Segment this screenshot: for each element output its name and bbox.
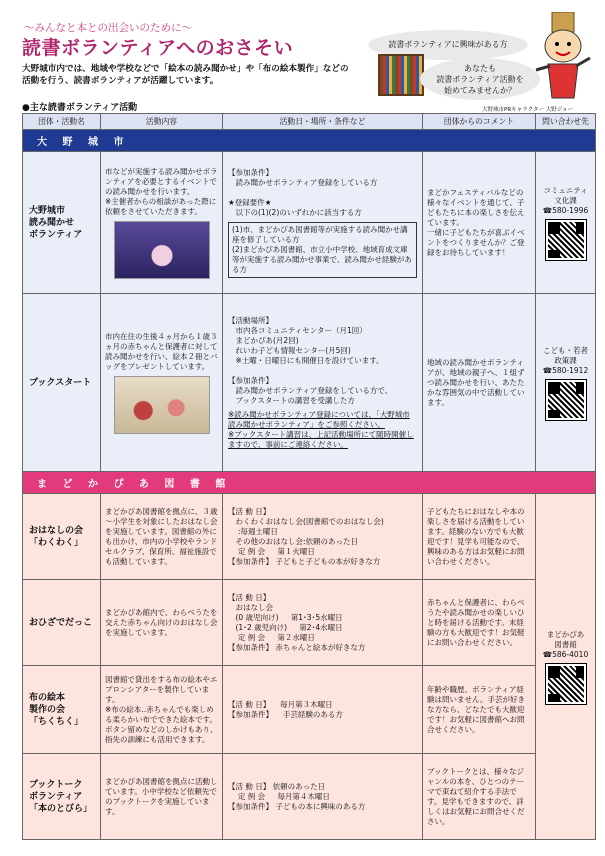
speech-bubble-invite: あなたも 読書ボランティア活動を 始めてみませんか？ xyxy=(420,58,540,100)
table-row xyxy=(23,494,596,580)
section-band-city xyxy=(23,130,596,152)
table-row xyxy=(23,754,596,840)
activity-conditions xyxy=(223,152,423,294)
speech-bubble-question: 読書ボランティアに興味がある方 xyxy=(368,30,528,60)
activity-content: まどかぴあ図書館を拠点に、３歳～小学生を対象にしたおはなし会を実施しています。図書館の外にも出かけ、市内の小学校やランドセルクラブ、保育所、福祉施設でも活動しています。 xyxy=(101,494,223,580)
storytelling-photo xyxy=(114,221,210,279)
bookshelf-photo xyxy=(378,54,424,96)
group-comment: 地域の読み聞かせボランティアが、地域の親子へ、１組ずつ読み聞かせを行い、あたたかな雰囲気の中で活動しています。 xyxy=(423,294,536,472)
table-row xyxy=(23,666,596,754)
bookstart-photo xyxy=(114,376,210,434)
section-band-library xyxy=(23,472,596,494)
group-name: 布の絵本 製作の会 「ちくちく」 xyxy=(23,666,101,754)
table-row xyxy=(23,152,596,294)
qr-code-icon[interactable] xyxy=(546,664,586,704)
qr-code-icon[interactable] xyxy=(546,380,586,420)
activity-content xyxy=(101,152,223,294)
activity-conditions: 【活 動 日】 おはなし会 (0 歳児向け) 第1･3･5水曜日 (1･2 歳児向け) 第2･4水曜日 定 例 会 第２水曜日 【参加条件】 赤ちゃんと絵本が好きな方 xyxy=(223,580,423,666)
group-name: 大野城市 読み聞かせ ボランティア xyxy=(23,152,101,294)
header-cell: 活動内容 xyxy=(101,114,223,130)
table-header-row xyxy=(23,114,596,130)
activity-conditions: 【活 動 日】 毎月第３木曜日 【参加条件】 手芸経験のある方 xyxy=(223,666,423,754)
group-comment: ブックトークとは、様々なジャンルの本を、ひとつのテーマで束ねて紹介する手法です。見学もできますので、詳しくはお気軽にお問合せください。 xyxy=(423,754,536,840)
intro-text: 大野城市内では、地域や学校などで「絵本の読み聞かせ」や「布の絵本製作」などの活動を行う、読書ボランティアが活躍しています。 xyxy=(22,64,349,86)
section-label: ●主な読書ボランティア活動 xyxy=(22,103,138,113)
group-comment: 年齢や職歴、ボランティア経験は問いません。手芸が好きな方なら、どなたでも大歓迎です！お気軽に図書館へお問合せください。 xyxy=(423,666,536,754)
content-text: 市内在住の生後４ヵ月から１歳３ヵ月の赤ちゃんと保護者に対して読み聞かせを行い、絵本２冊とバッグをプレゼントしています。 xyxy=(105,331,218,371)
group-comment: 子どもたちにおはなしや本の楽しさを届ける活動をしています。経験のない方でも大歓迎です！見学も可能なので、興味のある方はお気軽にお問い合わせください。 xyxy=(423,494,536,580)
table-row xyxy=(23,580,596,666)
conditions-text: 【活動場所】 市内各コミュニティセンター（月1回） まどかぴあ(月2回) れいわ子ども情報センター(月5回) ※土曜・日曜日にも開催日を設けています。 【参加条件】 読み聞かせボランティア登録をしている方で、 ブックスタートの講習を受講した方 xyxy=(228,315,393,405)
registration-note: ※読み聞かせボランティア登録については、「大野城市読み聞かせボランティア」をご参照ください。 ※ブックスタート講習は、上記活動場所にて随時開催しますので、事前にご連絡ください。 xyxy=(228,409,414,449)
group-name: おはなしの会 「わくわく」 xyxy=(23,494,101,580)
contact-text: まどかぴあ 図書館 ☎586-4010 xyxy=(542,629,589,659)
header-cell: 問い合わせ先 xyxy=(536,114,596,130)
header-cell: 団体からのコメント xyxy=(423,114,536,130)
contact-cell xyxy=(536,152,596,294)
activity-content: まどかぴあ館内で、わらべうたを交えた赤ちゃん向けのおはなし会を実施しています。 xyxy=(101,580,223,666)
page-title: 読書ボランティアへのおさそい xyxy=(22,37,294,59)
activity-content: まどかぴあ図書館を拠点に活動しています。小中学校など依頼先でのブックトークを実施しています。 xyxy=(101,754,223,840)
activity-conditions xyxy=(223,294,423,472)
activity-content: 図書館で貸出をする布の絵本やエプロンシアターを製作しています。 ※布の絵本‥赤ちゃんでも楽しめる柔らかい布でできた絵本です。ボタン留めなどのしかけもあり、指先の訓練にも活用できます。 xyxy=(101,666,223,754)
group-name: ブックトーク ボランティア 「本のとびら」 xyxy=(23,754,101,840)
group-name: おひざでだっこ xyxy=(23,580,101,666)
qr-code-icon[interactable] xyxy=(546,220,586,260)
contact-cell xyxy=(536,294,596,472)
contact-text: こども・若者 政策課 ☎580-1912 xyxy=(542,345,589,375)
registration-requirements-box: (1)市、まどかぴあ図書館等が実施する読み聞かせ講座を修了している方 (2)まどかぴあ図書館、市立小中学校、地域育成文庫等が実施する読み聞かせ事業で、読み聞かせ経験がある方 xyxy=(228,222,417,278)
conditions-text: 【参加条件】 読み聞かせボランティア登録をしている方 ★登録要件★ 以下の(1)(2)のいずれかに該当する方 xyxy=(228,167,378,217)
table-row xyxy=(23,294,596,472)
group-comment: 赤ちゃんと保護者に、わらべうたや読み聞かせの楽しいひと時を届ける活動です。未経験の方も大歓迎です！お気軽にお問い合わせください。 xyxy=(423,580,536,666)
activity-conditions: 【活 動 日】 わくわくおはなし会(図書館でのおはなし会) :毎週土曜日 その他のおはなし会:依頼のあった日 定 例 会 第１火曜日 【参加条件】 子どもと子どもの本が好きな方 xyxy=(223,494,423,580)
content-text: 市などが実施する読み聞かせボランティアを必要とするイベントでの読み聞かせを行います。 ※主催者からの相談があった際に依頼をさせていただきます。 xyxy=(105,166,218,216)
mascot-character-icon xyxy=(530,12,596,104)
section-band-label: 大 野 城 市 xyxy=(23,130,596,152)
header-cell: 団体・活動名 xyxy=(23,114,101,130)
activity-conditions: 【活 動 日】 依頼のあった日 定 例 会 毎月第４木曜日 【参加条件】 子どもの本に興味のある方 xyxy=(223,754,423,840)
section-band-label: ま ど か ぴ あ 図 書 館 xyxy=(23,472,596,494)
header-cell: 活動日・場所・条件など xyxy=(223,114,423,130)
mascot-caption: 大野城市PRキャラクター 大野ジョー xyxy=(482,107,574,113)
group-comment: まどかフェスティバルなどの様々なイベントを通じて、子どもたちに本の楽しさを伝えています。 一緒に子どもたちが喜ぶイベントをつくりませんか？ご登録をお待ちしています！ xyxy=(423,152,536,294)
contact-cell xyxy=(536,494,596,840)
subtitle: ～みんなと本との出会いのために～ xyxy=(24,22,192,34)
activity-table xyxy=(22,113,596,840)
contact-text: コミュニティ 文化課 ☎580-1996 xyxy=(542,185,589,215)
group-name: ブックスタート xyxy=(23,294,101,472)
activity-content xyxy=(101,294,223,472)
